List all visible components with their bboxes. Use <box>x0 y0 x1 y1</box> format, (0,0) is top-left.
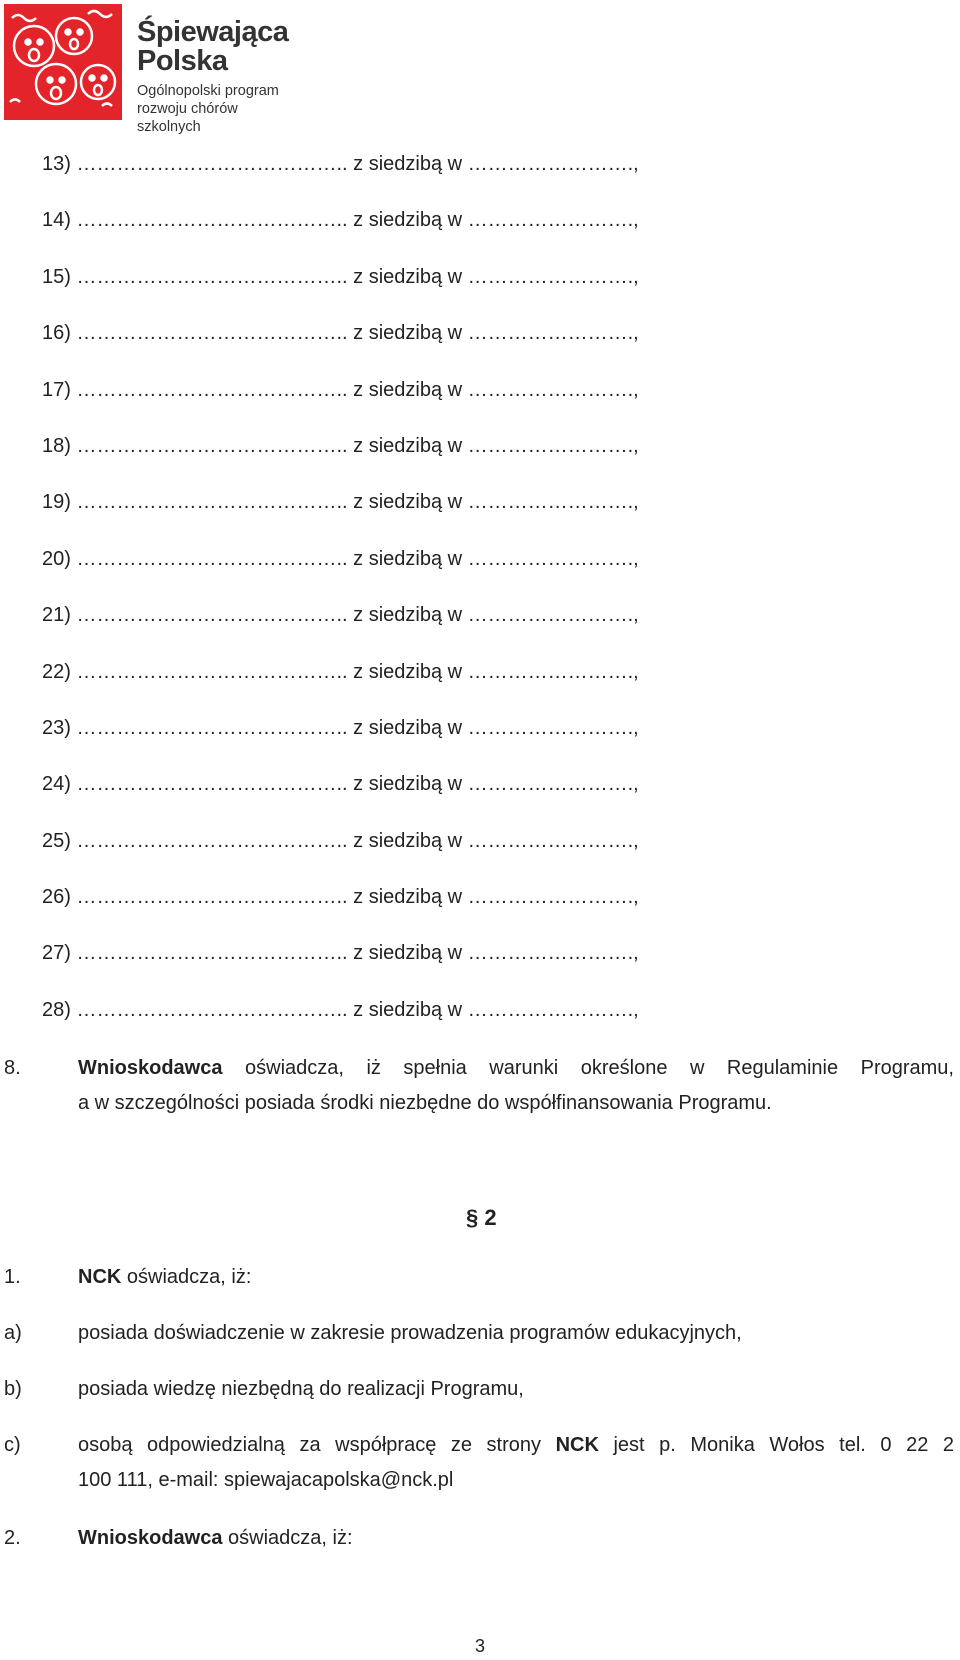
item-1-number: 1. <box>4 1266 21 1288</box>
list-item: 24) ………………………………….. z siedzibą w ……………………., <box>42 773 639 796</box>
page-number: 3 <box>474 1636 485 1656</box>
list-item: 13) ………………………………….. z siedzibą w ……………………., <box>42 153 639 175</box>
list-item: 23) ………………………………….. z siedzibą w ……………………., <box>42 716 639 739</box>
item-b-letter: b) <box>4 1378 22 1400</box>
point-8-number: 8. <box>4 1057 21 1079</box>
list-item: 21) ………………………………….. z siedzibą w ……………………., <box>42 604 639 627</box>
logo-subtitle-line2: rozwoju chórów szkolnych <box>137 101 238 135</box>
list-item: 19) ………………………………….. z siedzibą w ……………………., <box>42 491 639 514</box>
logo-title-line1: Śpiewająca <box>137 16 289 48</box>
item-2-number: 2. <box>4 1527 21 1549</box>
item-2-rest: oświadcza, iż: <box>228 1527 353 1549</box>
list-item: 22) ………………………………….. z siedzibą w ……………………., <box>42 660 639 683</box>
list-item: 17) ………………………………….. z siedzibą w ……………………., <box>42 378 639 401</box>
list-item: 25) ………………………………….. z siedzibą w ……………………., <box>42 829 639 852</box>
item-c-letter: c) <box>4 1434 21 1456</box>
list-item: 14) ………………………………….. z siedzibą w ……………………., <box>42 209 639 232</box>
spiewajaca-polska-logo <box>4 4 304 135</box>
point-8-line1-rest: oświadcza, iż spełnia warunki określone w Regulaminie Programu, <box>245 1057 954 1079</box>
point-8-line2: a w szczególności posiada środki niezbędne do współfinansowania Programu. <box>78 1092 772 1114</box>
point-8-bold: Wnioskodawca <box>78 1057 223 1079</box>
item-c-post: jest p. Monika Wołos tel. 0 22 2 <box>613 1434 955 1456</box>
item-c-bold: NCK <box>555 1434 599 1456</box>
point-8-text <box>78 1051 954 1121</box>
section-heading: § 2 <box>466 1205 497 1230</box>
item-c-text <box>78 1428 954 1498</box>
list-item: 20) ………………………………….. z siedzibą w ……………………., <box>42 547 639 570</box>
item-1-bold: NCK <box>78 1266 122 1288</box>
list-item: 16) ………………………………….. z siedzibą w ……………………., <box>42 322 639 345</box>
entity-list <box>42 150 639 1052</box>
item-c-pre: osobą odpowiedzialną za współpracę ze strony <box>78 1434 542 1456</box>
logo-title <box>137 18 288 76</box>
item-2-bold: Wnioskodawca <box>78 1527 223 1549</box>
choir-faces-logo-icon <box>4 4 122 120</box>
list-item: 28) ………………………………….. z siedzibą w ……………………., <box>42 998 639 1021</box>
item-1-text <box>78 1260 954 1295</box>
logo-subtitle <box>137 82 304 136</box>
item-c-line1 <box>78 1428 954 1463</box>
list-item: 15) ………………………………….. z siedzibą w ……………………., <box>42 265 639 288</box>
point-8-line1 <box>78 1051 954 1086</box>
list-item: 26) ………………………………….. z siedzibą w ……………………., <box>42 886 639 909</box>
item-a-letter: a) <box>4 1322 22 1344</box>
list-item: 18) ………………………………….. z siedzibą w ……………………., <box>42 434 639 457</box>
item-a-text: posiada doświadczenie w zakresie prowadzenia programów edukacyjnych, <box>78 1322 742 1344</box>
logo-subtitle-line1: Ogólnopolski program <box>137 83 279 99</box>
item-1-rest: oświadcza, iż: <box>126 1266 252 1288</box>
list-item: 27) ………………………………….. z siedzibą w ……………………., <box>42 942 639 965</box>
item-2-text <box>78 1521 954 1556</box>
logo-title-line2: Polska <box>137 45 228 77</box>
item-b-text: posiada wiedzę niezbędną do realizacji Programu, <box>78 1378 524 1400</box>
item-c-line2: 100 111, e-mail: spiewajacapolska@nck.pl <box>78 1469 454 1491</box>
